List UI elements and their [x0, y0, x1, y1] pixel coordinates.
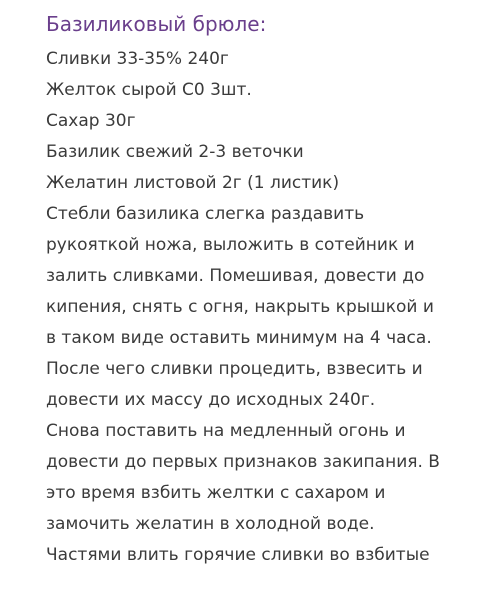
method-line: замочить желатин в холодной воде. [46, 514, 375, 534]
method-line: залить сливками. Помешивая, довести до [46, 266, 425, 286]
method-line: рукояткой ножа, выложить в сотейник и [46, 235, 415, 255]
method-line: кипения, снять с огня, накрыть крышкой и [46, 297, 434, 317]
method-line: После чего сливки процедить, взвесить и [46, 359, 423, 379]
method-line: довести их массу до исходных 240г. [46, 390, 376, 410]
method-line: в таком виде оставить минимум на 4 часа. [46, 328, 432, 348]
method-line: это время взбить желтки с сахаром и [46, 483, 386, 503]
method-line: Частями влить горячие сливки во взбитые [46, 545, 430, 565]
method-line: Снова поставить на медленный огонь и [46, 421, 406, 441]
ingredient-item: Сливки 33-35% 240г [46, 49, 229, 69]
recipe-title: Базиликовый брюле: [46, 12, 267, 36]
method-line: довести до первых признаков закипания. В [46, 452, 440, 472]
method-text [46, 199, 464, 571]
method-line: Стебли базилика слегка раздавить [46, 204, 365, 224]
ingredient-item: Желатин листовой 2г (1 листик) [46, 173, 340, 193]
ingredient-list [46, 44, 464, 199]
ingredient-item: Базилик свежий 2-3 веточки [46, 142, 304, 162]
ingredient-item: Сахар 30г [46, 111, 136, 131]
ingredient-item: Желток сырой С0 3шт. [46, 80, 252, 100]
